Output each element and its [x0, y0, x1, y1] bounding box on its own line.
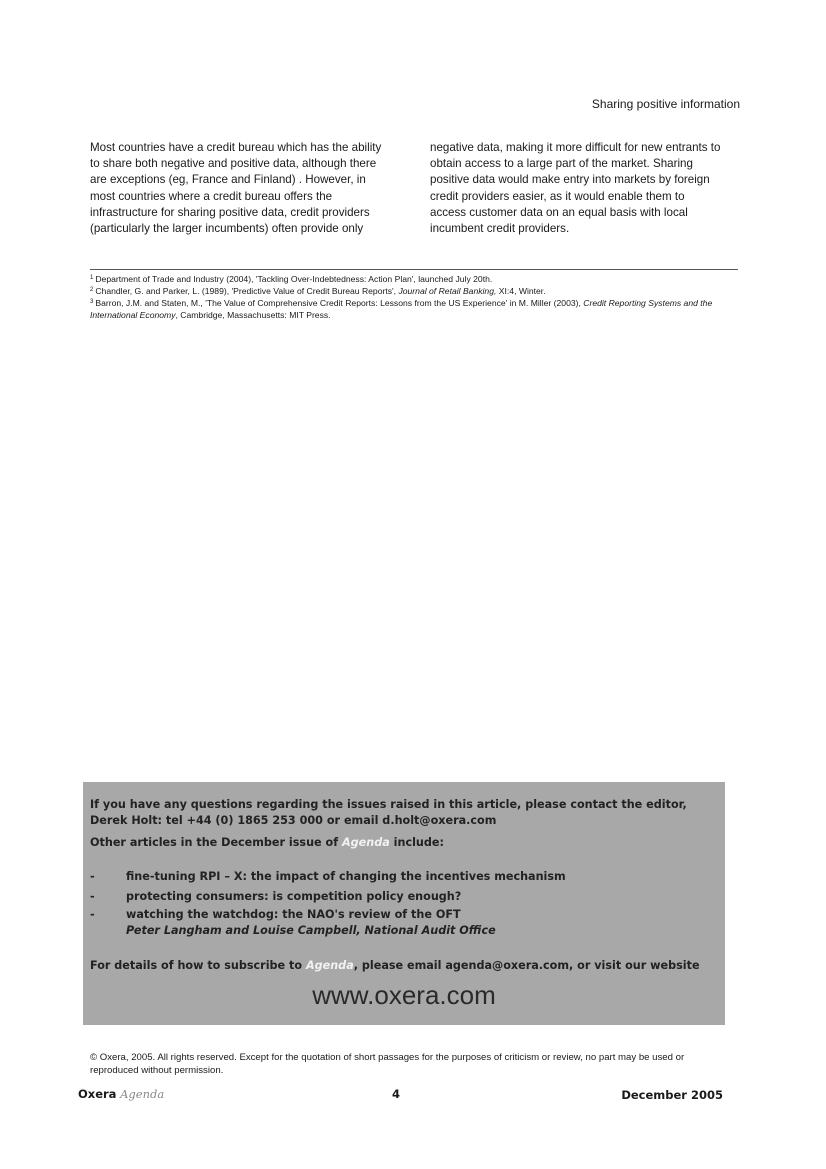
subscribe-line [90, 958, 700, 974]
footer-brand [78, 1087, 164, 1101]
copyright-notice: © Oxera, 2005. All rights reserved. Except for the quotation of short passages for the purposes of criticism or review, no part may be used or reproduced without permission. [90, 1052, 685, 1076]
footnote-book-title: Credit Reporting Systems and the International Economy [90, 298, 713, 320]
page-number: 4 [392, 1087, 401, 1101]
subscribe-prefix: For details of how to subscribe to [90, 959, 306, 972]
footnote-3 [90, 297, 720, 320]
other-articles-suffix: include: [389, 836, 444, 849]
article-authors: Peter Langham and Louise Campbell, National Audit Office [126, 923, 496, 937]
bullet-dash: - [90, 870, 95, 883]
footnote-number: 1 [90, 275, 94, 281]
body-line: positive data would make entry into markets by foreign [430, 173, 710, 187]
body-line: most countries where a credit bureau offers the [90, 189, 333, 203]
footnote-text-tail: XI:4, Winter. [496, 286, 546, 297]
article-title: protecting consumers: is competition policy enough? [126, 890, 462, 903]
brand-name: Oxera [78, 1087, 117, 1101]
footnote-journal: Journal of Retail Banking, [398, 286, 497, 297]
bullet-dash: - [90, 908, 95, 921]
contact-info-box [83, 782, 725, 1025]
article-item [90, 869, 566, 885]
article-title: watching the watchdog: the NAO's review of the OFT [126, 908, 461, 921]
footnote-divider [90, 269, 738, 270]
body-line: access customer data on an equal basis with local [430, 205, 688, 219]
subscribe-suffix: , please email agenda@oxera.com, or visit our website [353, 959, 700, 972]
body-line: infrastructure for sharing positive data, credit providers [90, 205, 370, 219]
body-line: credit providers easier, as it would enable them to [430, 189, 685, 203]
bullet-dash: - [90, 890, 95, 903]
other-articles-prefix: Other articles in the December issue of [90, 836, 342, 849]
article-title: fine-tuning RPI – X: the impact of changing the incentives mechanism [126, 870, 566, 883]
website-url[interactable]: www.oxera.com [312, 980, 496, 1010]
body-column-right [430, 140, 742, 237]
footnote-number: 3 [90, 299, 94, 306]
body-line: obtain access to a large part of the market. Sharing [430, 157, 693, 171]
agenda-word: Agenda [305, 959, 354, 972]
footnote-text: Barron, J.M. and Staten, M., 'The Value of Comprehensive Credit Reports: Lessons from the US Experience' in M. Miller (2003), [95, 298, 584, 309]
footnote-number: 2 [90, 287, 94, 294]
body-line: are exceptions (eg, France and Finland) . However, in [90, 173, 366, 187]
body-column-left [90, 140, 408, 237]
footnote-2 [90, 285, 720, 297]
body-line: Most countries have a credit bureau which has the ability [90, 141, 382, 154]
footnote-1 [90, 273, 720, 285]
issue-date: December 2005 [621, 1088, 723, 1102]
brand-agenda: Agenda [120, 1087, 165, 1101]
body-line: (particularly the larger incumbents) often provide only [90, 222, 364, 236]
footnotes [90, 273, 720, 321]
footnote-text: Department of Trade and Industry (2004), 'Tackling Over-Indebtedness: Action Plan', launched July 20th. [95, 274, 493, 284]
footnote-text: Chandler, G. and Parker, L. (1989), 'Predictive Value of Credit Bureau Reports', [95, 286, 399, 297]
article-item [90, 907, 496, 938]
other-articles-heading [90, 835, 444, 851]
footnote-text-tail: , Cambridge, Massachusetts: MIT Press. [175, 309, 331, 320]
agenda-word: Agenda [341, 836, 390, 849]
body-line: to share both negative and positive data, although there [90, 157, 377, 171]
body-line: incumbent credit providers. [430, 222, 570, 236]
body-line: negative data, making it more difficult for new entrants to [430, 141, 721, 154]
contact-details: Derek Holt: tel +44 (0) 1865 253 000 or email d.holt@oxera.com [90, 814, 497, 827]
article-item [90, 889, 461, 905]
contact-line: If you have any questions regarding the issues raised in this article, please contact the editor, [90, 798, 687, 811]
running-header-title: Sharing positive information [591, 97, 740, 111]
